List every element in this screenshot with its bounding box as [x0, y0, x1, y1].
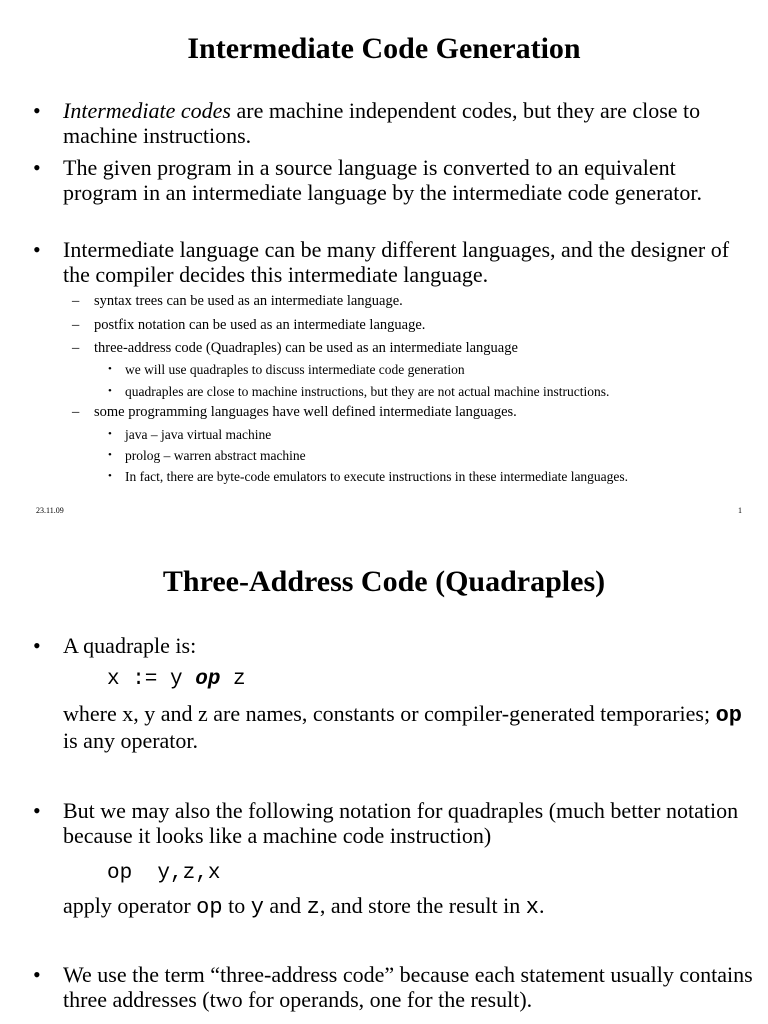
para-where-xyz [63, 701, 753, 753]
bullet-dot: • [108, 449, 112, 461]
bullet-quadraple-is [33, 633, 753, 658]
sub-sub-bullet-text: prolog – warren abstract machine [125, 448, 306, 463]
bullet-dot: • [33, 237, 41, 262]
bullet-text: Intermediate language can be many different languages, and the designer of the compiler decides this intermediate language. [63, 237, 730, 287]
footer-page-number: 1 [738, 506, 742, 515]
slide-1-title: Intermediate Code Generation [187, 32, 581, 65]
sub-sub-bullet-text: we will use quadraples to discuss intermediate code generation [125, 362, 465, 377]
sub-bullet-programming-languages [72, 403, 754, 421]
inline-z: z [306, 895, 320, 920]
para-text: where x, y and z are names, constants or compiler-generated temporaries; [63, 701, 716, 726]
bullet-three-address-term [33, 962, 753, 1012]
bullet-dot: • [33, 98, 41, 123]
sub-sub-bullet-prolog [108, 447, 755, 464]
sub-sub-bullet-text: In fact, there are byte-code emulators to execute instructions in these intermediate languages. [125, 469, 629, 484]
sub-sub-bullet-quadraples-use [108, 361, 755, 378]
sub-sub-bullet-text: java – java virtual machine [125, 427, 272, 442]
code-quadraple-form [107, 667, 246, 692]
code-rhs: z [220, 668, 246, 691]
sub-bullet-postfix [72, 316, 754, 334]
bullet-dot: • [108, 363, 112, 375]
sub-bullet-text: syntax trees can be used as an intermediate language. [94, 293, 403, 309]
dash-marker: – [72, 404, 80, 420]
code-op: op [195, 668, 221, 691]
bullet-intermediate-language [33, 237, 753, 287]
sub-bullet-text: three-address code (Quadraples) can be used as an intermediate language [94, 340, 518, 356]
bullet-text: But we may also the following notation for quadraples (much better notation because it looks like a machine code instruction) [63, 798, 739, 848]
sub-sub-bullet-java [108, 426, 755, 443]
code-lhs: x := y [107, 668, 196, 691]
bullet-dot: • [33, 962, 41, 987]
bullet-text: The given program in a source language is converted to an equivalent program in an intermediate language by the intermediate code generator. [63, 155, 702, 205]
bullet-dot: • [33, 633, 41, 658]
sub-bullet-text: postfix notation can be used as an intermediate language. [94, 317, 426, 333]
sub-bullet-text: some programming languages have well defined intermediate languages. [94, 404, 517, 420]
bullet-dot: • [33, 798, 41, 823]
dash-marker: – [72, 340, 80, 356]
footer-date: 23.11.09 [36, 506, 64, 515]
bullet-dot: • [108, 428, 112, 440]
bullet-text: are machine independent codes, but they are close to machine instructions. [63, 98, 701, 148]
para-text: apply operator [63, 893, 197, 918]
inline-y: y [250, 895, 264, 920]
inline-x: x [525, 895, 539, 920]
sub-bullet-syntax-trees [72, 292, 754, 310]
sub-sub-bullet-byte-code [108, 468, 755, 485]
bullet-text: A quadraple is: [63, 633, 197, 658]
bullet-dot: • [108, 470, 112, 482]
para-text-end: is any operator. [63, 728, 199, 753]
bullet-alternate-notation [33, 798, 753, 848]
italic-term: Intermediate codes [63, 98, 231, 123]
para-text: . [538, 893, 545, 918]
dash-marker: – [72, 317, 80, 333]
dash-marker: – [72, 293, 80, 309]
bullet-dot: • [33, 155, 41, 180]
sub-bullet-three-address [72, 339, 754, 357]
bullet-source-program [33, 155, 753, 205]
slide-2-title: Three-Address Code (Quadraples) [162, 565, 606, 598]
sub-sub-bullet-quadraples-close [108, 383, 755, 400]
inline-op: op [196, 895, 223, 920]
slide-2 [0, 520, 768, 1024]
para-text: to [222, 893, 251, 918]
sub-sub-bullet-text: quadraples are close to machine instructions, but they are not actual machine instructions. [125, 384, 610, 399]
code-machine-notation: op y,z,x [107, 862, 221, 885]
bullet-text: We use the term “three-address code” because each statement usually contains three addresses (two for operands, one for the result). [63, 962, 753, 1012]
para-text: and [263, 893, 307, 918]
para-text: , and store the result in [319, 893, 526, 918]
para-apply-operator [63, 893, 753, 920]
bullet-dot: • [108, 385, 112, 397]
bullet-intermediate-codes [33, 98, 753, 148]
inline-op: op [715, 703, 742, 728]
